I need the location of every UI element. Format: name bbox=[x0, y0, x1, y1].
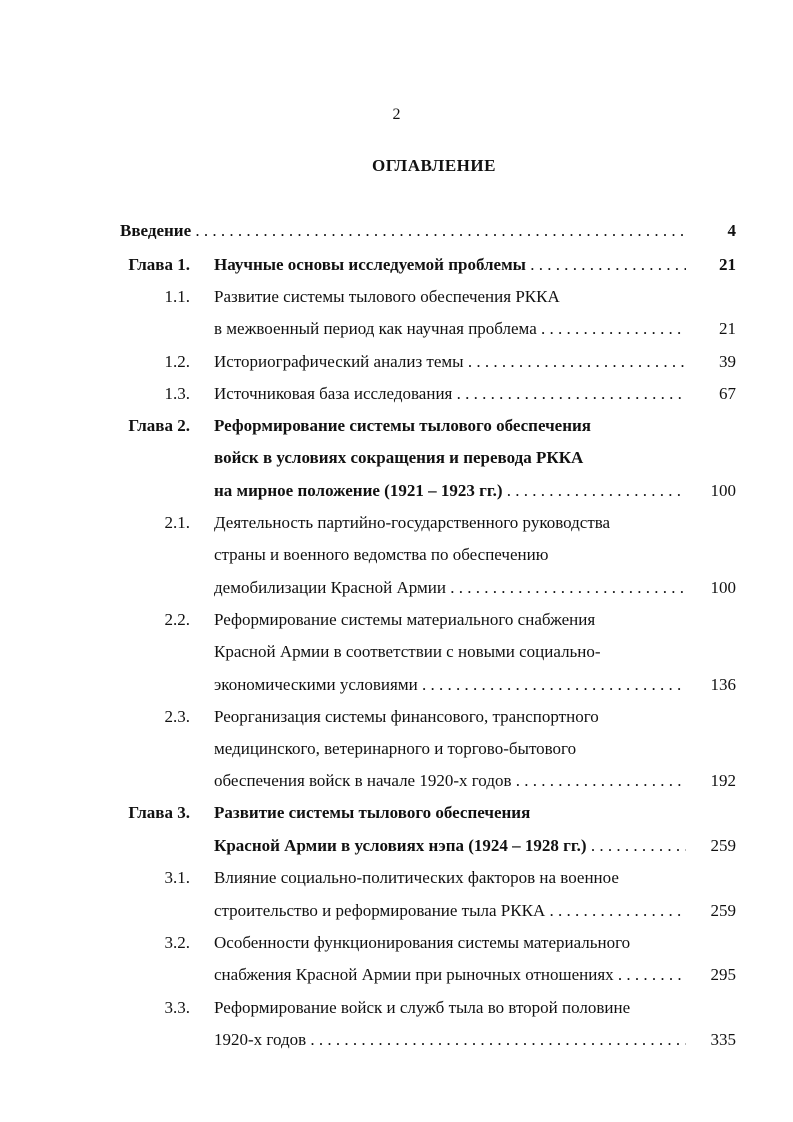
toc-entry-chapter-3[interactable] bbox=[0, 800, 793, 826]
toc-entry-title-line: медицинского, ветеринарного и торгово-бытового bbox=[214, 739, 577, 758]
toc-page-number: 295 bbox=[710, 965, 736, 984]
toc-page-number: 100 bbox=[710, 481, 736, 500]
toc-page-number: 4 bbox=[727, 221, 736, 240]
toc-chapter-number: Глава 3. bbox=[128, 803, 190, 822]
toc-entry-title-line: строительство и реформирование тыла РККА . . . bbox=[214, 898, 686, 924]
toc-entry-section-2-3[interactable] bbox=[0, 704, 793, 730]
toc-section-number: 2.2. bbox=[164, 610, 190, 629]
toc-entry-section-2-3-cont[interactable] bbox=[0, 768, 793, 794]
toc-entry-title-line: Красной Армии в соответствии с новыми социально- bbox=[214, 642, 601, 661]
toc-entry-section-3-3-cont[interactable] bbox=[0, 1027, 793, 1053]
toc-entry-title-line: Особенности функционирования системы материального bbox=[214, 933, 631, 952]
toc-entry-section-3-1[interactable] bbox=[0, 865, 793, 891]
toc-entry-section-3-2-cont[interactable] bbox=[0, 962, 793, 988]
toc-page-number: 21 bbox=[719, 319, 736, 338]
toc-entry-section-2-2-cont[interactable] bbox=[0, 639, 793, 665]
toc-entry-title-line: Реформирование системы материального снабжения bbox=[214, 610, 596, 629]
toc-entry-title-line: Развитие системы тылового обеспечения РККА bbox=[214, 287, 560, 306]
toc-entry-title: Введение . . . bbox=[120, 218, 686, 244]
toc-section-number: 1.3. bbox=[164, 384, 190, 403]
toc-section-number: 2.3. bbox=[164, 707, 190, 726]
toc-entry-section-2-1-cont[interactable] bbox=[0, 542, 793, 568]
toc-section-number: 3.1. bbox=[164, 868, 190, 887]
toc-entry-section-1-2[interactable] bbox=[0, 349, 793, 375]
toc-entry-title-line: 1920-х годов . . . bbox=[214, 1027, 686, 1053]
toc-entry-title-line: на мирное положение (1921 – 1923 гг.) . . . bbox=[214, 478, 686, 504]
toc-entry-section-2-1-cont[interactable] bbox=[0, 575, 793, 601]
toc-entry-section-2-1[interactable] bbox=[0, 510, 793, 536]
toc-section-number: 1.2. bbox=[164, 352, 190, 371]
toc-page-number: 136 bbox=[710, 675, 736, 694]
toc-page-number: 192 bbox=[710, 771, 736, 790]
toc-page-number: 259 bbox=[710, 901, 736, 920]
toc-chapter-number: Глава 2. bbox=[128, 416, 190, 435]
toc-page-number: 21 bbox=[719, 255, 736, 274]
toc-entry-chapter-1[interactable] bbox=[0, 252, 793, 278]
toc-entry-title-line: демобилизации Красной Армии . . . bbox=[214, 575, 686, 601]
toc-title: ОГЛАВЛЕНИЕ bbox=[372, 156, 496, 175]
toc-entry-title-line: Деятельность партийно-государственного руководства bbox=[214, 513, 611, 532]
toc-entry-section-3-3[interactable] bbox=[0, 995, 793, 1021]
toc-entry-title-line: страны и военного ведомства по обеспечению bbox=[214, 545, 549, 564]
page-number: 2 bbox=[392, 106, 401, 123]
toc-entry-chapter-2-cont[interactable] bbox=[0, 445, 793, 471]
toc-entry-section-1-1[interactable] bbox=[0, 284, 793, 310]
toc-page-number: 259 bbox=[710, 836, 736, 855]
toc-entry-introduction[interactable] bbox=[0, 218, 793, 244]
toc-entry-title-line: Развитие системы тылового обеспечения bbox=[214, 803, 531, 822]
toc-page-number: 335 bbox=[710, 1030, 736, 1049]
toc-entry-section-2-3-cont[interactable] bbox=[0, 736, 793, 762]
toc-chapter-number: Глава 1. bbox=[128, 255, 190, 274]
toc-page-number: 39 bbox=[719, 352, 736, 371]
toc-section-number: 3.2. bbox=[164, 933, 190, 952]
toc-section-number: 1.1. bbox=[164, 287, 190, 306]
toc-entry-title-line: Реорганизация системы финансового, транспортного bbox=[214, 707, 599, 726]
toc-entry-section-2-2-cont[interactable] bbox=[0, 672, 793, 698]
toc-entry-title-line: в межвоенный период как научная проблема . . . bbox=[214, 316, 686, 342]
toc-entry-title: Источниковая база исследования . . . bbox=[214, 381, 686, 407]
toc-entry-section-3-2[interactable] bbox=[0, 930, 793, 956]
toc-entry-title-line: Реформирование войск и служб тыла во второй половине bbox=[214, 998, 631, 1017]
toc-entry-title-line: снабжения Красной Армии при рыночных отношениях . . . bbox=[214, 962, 686, 988]
toc-section-number: 2.1. bbox=[164, 513, 190, 532]
toc-entry-chapter-2[interactable] bbox=[0, 413, 793, 439]
toc-entry-chapter-2-cont[interactable] bbox=[0, 478, 793, 504]
toc-entry-title-line: Реформирование системы тылового обеспечения bbox=[214, 416, 591, 435]
toc-entry-section-2-2[interactable] bbox=[0, 607, 793, 633]
toc-entry-title: Научные основы исследуемой проблемы . . . bbox=[214, 252, 686, 278]
toc-entry-section-1-1-cont[interactable] bbox=[0, 316, 793, 342]
toc-entry-section-3-1-cont[interactable] bbox=[0, 898, 793, 924]
toc-entry-title-line: Красной Армии в условиях нэпа (1924 – 1928 гг.) . . . bbox=[214, 833, 686, 859]
toc-section-number: 3.3. bbox=[164, 998, 190, 1017]
toc-entry-title-line: обеспечения войск в начале 1920-х годов . . . bbox=[214, 768, 686, 794]
toc-entry-title-line: экономическими условиями . . . bbox=[214, 672, 686, 698]
toc-entry-section-1-3[interactable] bbox=[0, 381, 793, 407]
toc-entry-title: Историографический анализ темы . . . bbox=[214, 349, 686, 375]
toc-entry-title-line: войск в условиях сокращения и перевода РККА bbox=[214, 448, 584, 467]
toc-page-number: 100 bbox=[710, 578, 736, 597]
toc-entry-title-line: Влияние социально-политических факторов на военное bbox=[214, 868, 619, 887]
toc-page-number: 67 bbox=[719, 384, 736, 403]
toc-entry-chapter-3-cont[interactable] bbox=[0, 833, 793, 859]
